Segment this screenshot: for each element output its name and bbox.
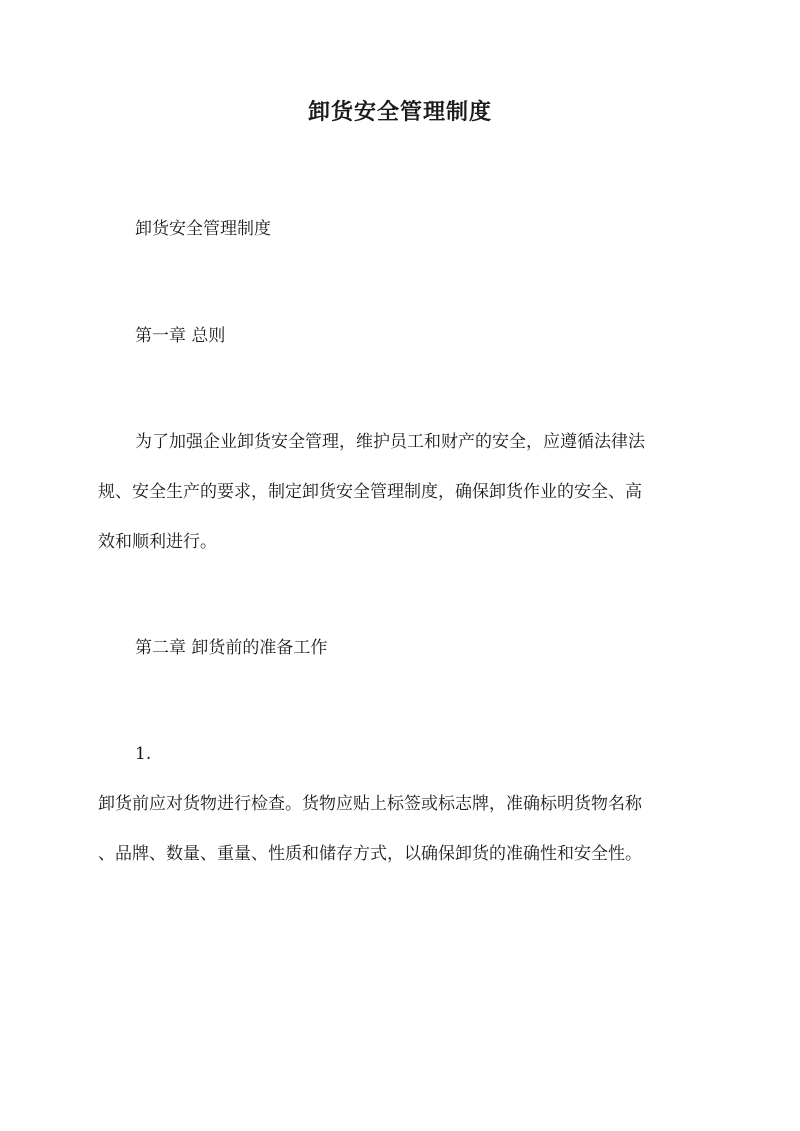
chapter-2-item-1-line-1: 卸货前应对货物进行检查。货物应贴上标签或标志牌，准确标明货物名称	[98, 794, 642, 814]
chapter-1-heading: 第一章 总则	[135, 326, 226, 346]
chapter-2-heading: 第二章 卸货前的准备工作	[135, 638, 328, 658]
chapter-1-paragraph-line-2: 规、安全生产的要求，制定卸货安全管理制度，确保卸货作业的安全、高	[98, 482, 642, 502]
chapter-2-item-1-number: 1.	[135, 744, 152, 764]
document-title: 卸货安全管理制度	[307, 99, 492, 125]
document-subtitle: 卸货安全管理制度	[135, 219, 271, 239]
chapter-2-item-1-line-2: 、品牌、数量、重量、性质和储存方式，以确保卸货的准确性和安全性。	[98, 844, 642, 864]
chapter-1-paragraph-line-1: 为了加强企业卸货安全管理，维护员工和财产的安全，应遵循法律法	[135, 432, 645, 452]
chapter-1-paragraph-line-3: 效和顺利进行。	[98, 532, 217, 552]
